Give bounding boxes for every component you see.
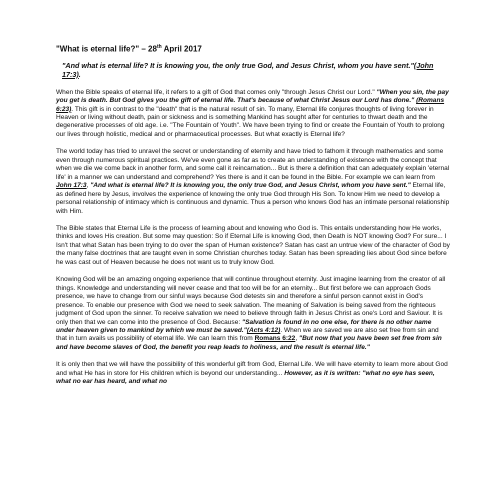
p5-quote: However, as it is written: "what no eye has seen, what no ear has heard, and what no <box>56 369 435 386</box>
title-tail: April 2017 <box>161 44 202 54</box>
p2-text-3: Eternal life, as defined here by Jesus, involves the experience of knowing the only true God through His Son. To know Him we need to develop a personal relationship of intimacy which is continuous and dynamic. Thus a person who knows God has an intimate personal relationship with Him. <box>56 182 450 215</box>
paragraph-1 <box>56 89 451 140</box>
intro-reference: (John 17:3) <box>62 60 434 79</box>
p2-reference: John 17:3 <box>56 182 87 190</box>
p4-quote-1: "Salvation is found in no one else, for there is no other name under heaven given to mankind by which we must be saved." <box>56 318 432 334</box>
p4-quote-2: "But now that you have been set free from sin and have become slaves of God, the benefit you reap leads to holiness, and the result is eternal life." <box>56 335 442 351</box>
intro-tail: . <box>78 69 81 79</box>
paragraph-2 <box>56 148 451 216</box>
paragraph-3 <box>56 225 451 267</box>
paragraph-5 <box>56 361 451 386</box>
p1-text-1: When the Bible speaks of eternal life, it refers to a gift of God that comes only "through Jesus Christ our Lord." <box>56 88 377 96</box>
p4-text-2: . When we are saved we are also set free from sin and that in turn avails us possibility of eternal life. We can learn this from <box>56 326 439 343</box>
intro-quote-text: "And what is eternal life? It is knowing you, the only true God, and Jesus Christ, whom you have sent." <box>62 60 414 70</box>
p4-text-3: , <box>295 335 299 343</box>
p1-quote: "When you sin, the pay you get is death. But God gives you the gift of eternal life. That's because of what Christ Jesus our Lord has done." <box>56 88 449 105</box>
p4-reference-1: (Acts 4:12) <box>246 326 281 334</box>
p1-reference: (Romans 6:23) <box>56 97 445 113</box>
p1-text-3: . This gift is in contrast to the "death" that is the natural result of sin. To many, Eternal life conjures thoughts of living forever in Heaven or living without death, pain or sickness and is something Mankind has sought after for centuries to thwart death and the degenerative processes of old age. i.e. "The Fountain of Youth". We have been trying to find or create the Fountain of Youth to prolong our lives through holistic, medical and or pharmaceutical processes. But what exactly is Eternal life? <box>56 105 445 138</box>
title-superscript: th <box>156 44 162 50</box>
p3-text-1: The Bible states that Eternal Life is the process of learning about and knowing who God is. This entails understanding how He works, thinks and loves His creation. But some may question: So if Eternal Life is knowing God, then Death is NOT knowing God? For sure... I Isn't that what Satan has been trying to do over the span of Human existence? Satan has cast an untrue view of the character of God by the many false doctrines that are taught even in some Christian churches today. Satan has been spreading lies about God since before he was cast out of Heaven because he does not want us to truly know God. <box>56 225 450 266</box>
document-title <box>56 42 451 55</box>
p4-text-1: Knowing God will be an amazing ongoing experience that will continue throughout eternity. Just imagine learning from the creator of all things. Knowledge and understanding will never cease and that too will be for an eternity... But first before we can approach Gods presence, we have to change from our sinful ways because God detests sin and therefore a sinful person cannot exist in God's presence. To enable our presence with God we need to seek salvation. The meaning of Salvation is being saved from the righteous judgment of God upon the sinner. To receive salvation we need to believe through faith in Jesus Christ as one's Lord and Saviour. It is only then that we can come into the presence of God. Because: <box>56 276 446 326</box>
title-main: "What is eternal life?" – 28 <box>56 44 157 54</box>
p5-text-1: It is only then that we will have the possibility of this wonderful gift from God, Eternal Life. We will have eternity to learn more about God and what He has in store for His children which is beyond our understanding... <box>56 361 448 377</box>
paragraph-4 <box>56 276 451 352</box>
p2-text-1: The world today has tried to unravel the secret or understanding of eternity and have tried to fathom it through mathematics and some even through numerous spiritual practices. We've even gone as far as to create an understanding of existence with the concept that when we die we come back in another form, and some call it reincarnation... But is there a definition that can adequately explain 'eternal life' in a manner we can understand and comprehend? Yes there is and it can be found in the Bible. For example we can learn from <box>56 148 450 181</box>
p4-reference-2: Romans 6:22 <box>254 335 296 343</box>
p2-text-2: , <box>86 182 91 190</box>
intro-quote <box>62 61 451 79</box>
p2-quote: "And what is eternal life? It is knowing you, the only true God, and Jesus Christ, whom you have sent." <box>90 182 411 190</box>
